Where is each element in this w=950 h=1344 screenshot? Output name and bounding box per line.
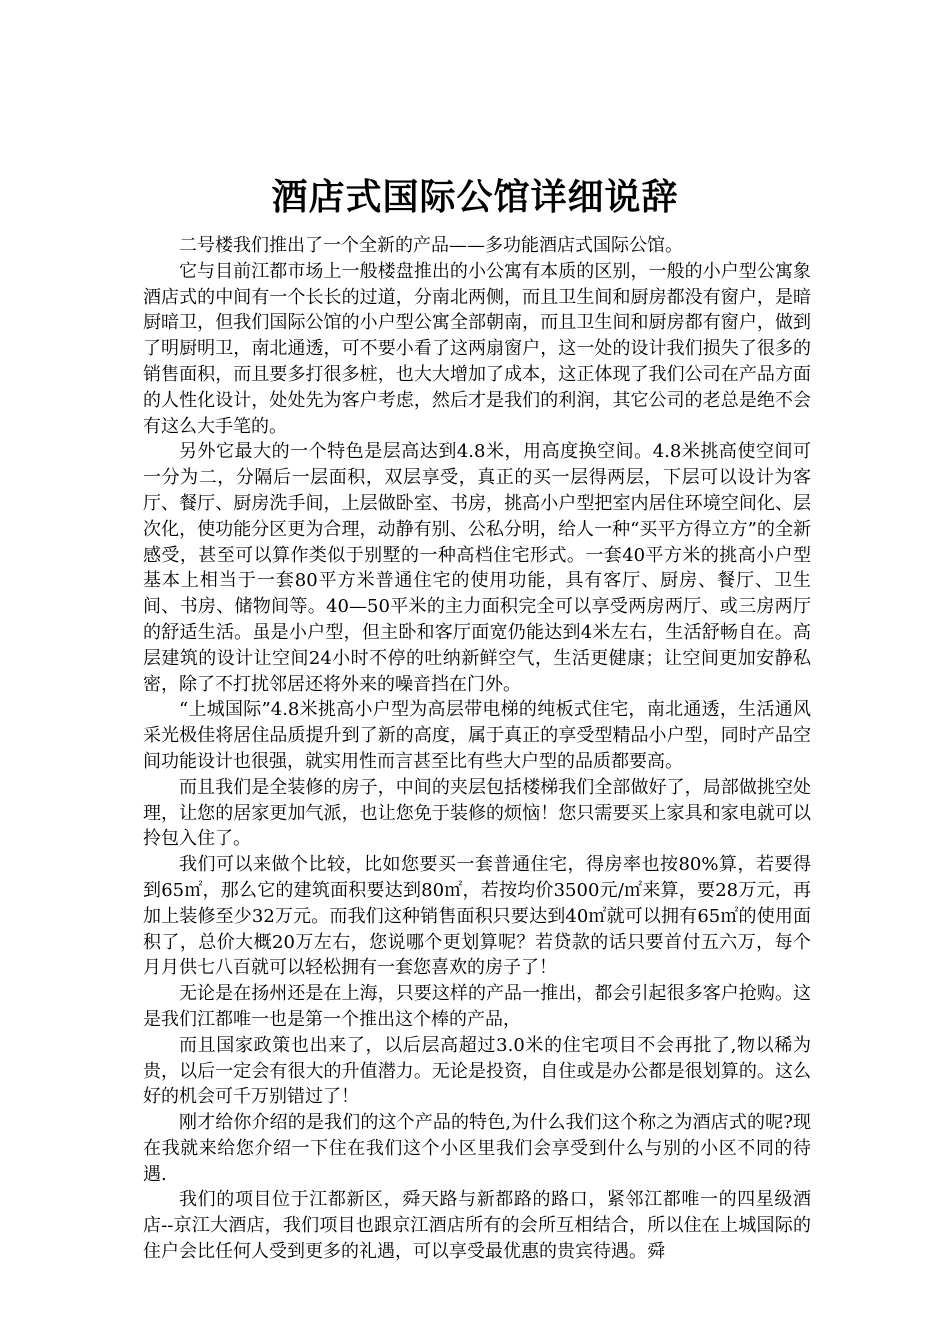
paragraph: 无论是在扬州还是在上海，只要这样的产品一推出，都会引起很多客户抢购。这是我们江都唯一也是第一个推出这个棒的产品，	[143, 983, 811, 1030]
paragraph: “上城国际”4.8米挑高小户型为高层带电梯的纯板式住宅，南北通透，生活通风采光极佳将居住品质提升到了新的高度，属于真正的享受型精品小户型，同时产品空间功能设计也很强，就实用性而言甚至比有些大户型的品质都要高。	[143, 699, 811, 772]
document-title: 酒店式国际公馆详细说辞	[271, 176, 679, 218]
document-body	[143, 233, 811, 1265]
paragraph: 它与目前江都市场上一般楼盘推出的小公寓有本质的区别，一般的小户型公寓象酒店式的中间有一个长长的过道，分南北两侧，而且卫生间和厨房都没有窗户，是暗厨暗卫，但我们国际公馆的小户型公寓全部朝南，而且卫生间和厨房都有窗户，做到了明厨明卫，南北通透，可不要小看了这两扇窗户，这一处的设计我们损失了很多的销售面积，而且要多打很多桩，也大大增加了成本，这正体现了我们公司在产品方面的人性化设计，处处先为客户考虑，然后才是我们的利润，其它公司的老总是绝不会有这么大手笔的。	[143, 260, 811, 437]
paragraph: 而且我们是全装修的房子，中间的夹层包括楼梯我们全部做好了，局部做挑空处理，让您的居家更加气派，也让您免于装修的烦恼！您只需要买上家具和家电就可以拎包入住了。	[143, 776, 811, 850]
paragraph: 而且国家政策也出来了，以后层高超过3.0米的住宅项目不会再批了,物以稀为贵，以后一定会有很大的升值潜力。无论是投资，自住或是办公都是很划算的。这么好的机会可千万别错过了！	[143, 1034, 811, 1108]
paragraph: 我们的项目位于江都新区，舜天路与新都路的路口，紧邻江都唯一的四星级酒店--京江大酒店，我们项目也跟京江酒店所有的会所互相结合，所以住在上城国际的住户会比任何人受到更多的礼遇，可以享受最优惠的贵宾待遇。舜	[143, 1189, 811, 1263]
paragraph: 我们可以来做个比较，比如您要买一套普通住宅，得房率也按80%算，若要得到65㎡，那么它的建筑面积要达到80㎡，若按均价3500元/㎡来算，要28万元，再加上装修至少32万元。而我们这种销售面积只要达到40㎡就可以拥有65㎡的使用面积了，总价大概20万左右，您说哪个更划算呢？若贷款的话只要首付五六万，每个月月供七八百就可以轻松拥有一套您喜欢的房子了！	[143, 854, 811, 979]
paragraph: 二号楼我们推出了一个全新的产品——多功能酒店式国际公馆。	[179, 235, 683, 256]
paragraph: 另外它最大的一个特色是层高达到4.8米，用高度换空间。4.8米挑高使空间可一分为二，分隔后一层面积，双层享受，真正的买一层得两层，下层可以设计为客厅、餐厅、厨房洗手间，上层做卧室、书房，挑高小户型把室内居住环境空间化、层次化，使功能分区更为合理，动静有别、公私分明，给人一种“买平方得立方”的全新感受，甚至可以算作类似于别墅的一种高档住宅形式。一套40平方米的挑高小户型基本上相当于一套80平方米普通住宅的使用功能，具有客厅、厨房、餐厅、卫生间、书房、储物间等。40—50平米的主力面积完全可以享受两房两厅、或三房两厅的舒适生活。虽是小户型，但主卧和客厅面宽仍能达到4米左右，生活舒畅自在。高层建筑的设计让空间24小时不停的吐纳新鲜空气，生活更健康；让空间更加安静私密，除了不打扰邻居还将外来的噪音挡在门外。	[143, 441, 811, 695]
paragraph: 刚才给你介绍的是我们的这个产品的特色,为什么我们这个称之为酒店式的呢?现在我就来给您介绍一下住在我们这个小区里我们会享受到什么与别的小区不同的待遇.	[143, 1112, 811, 1185]
